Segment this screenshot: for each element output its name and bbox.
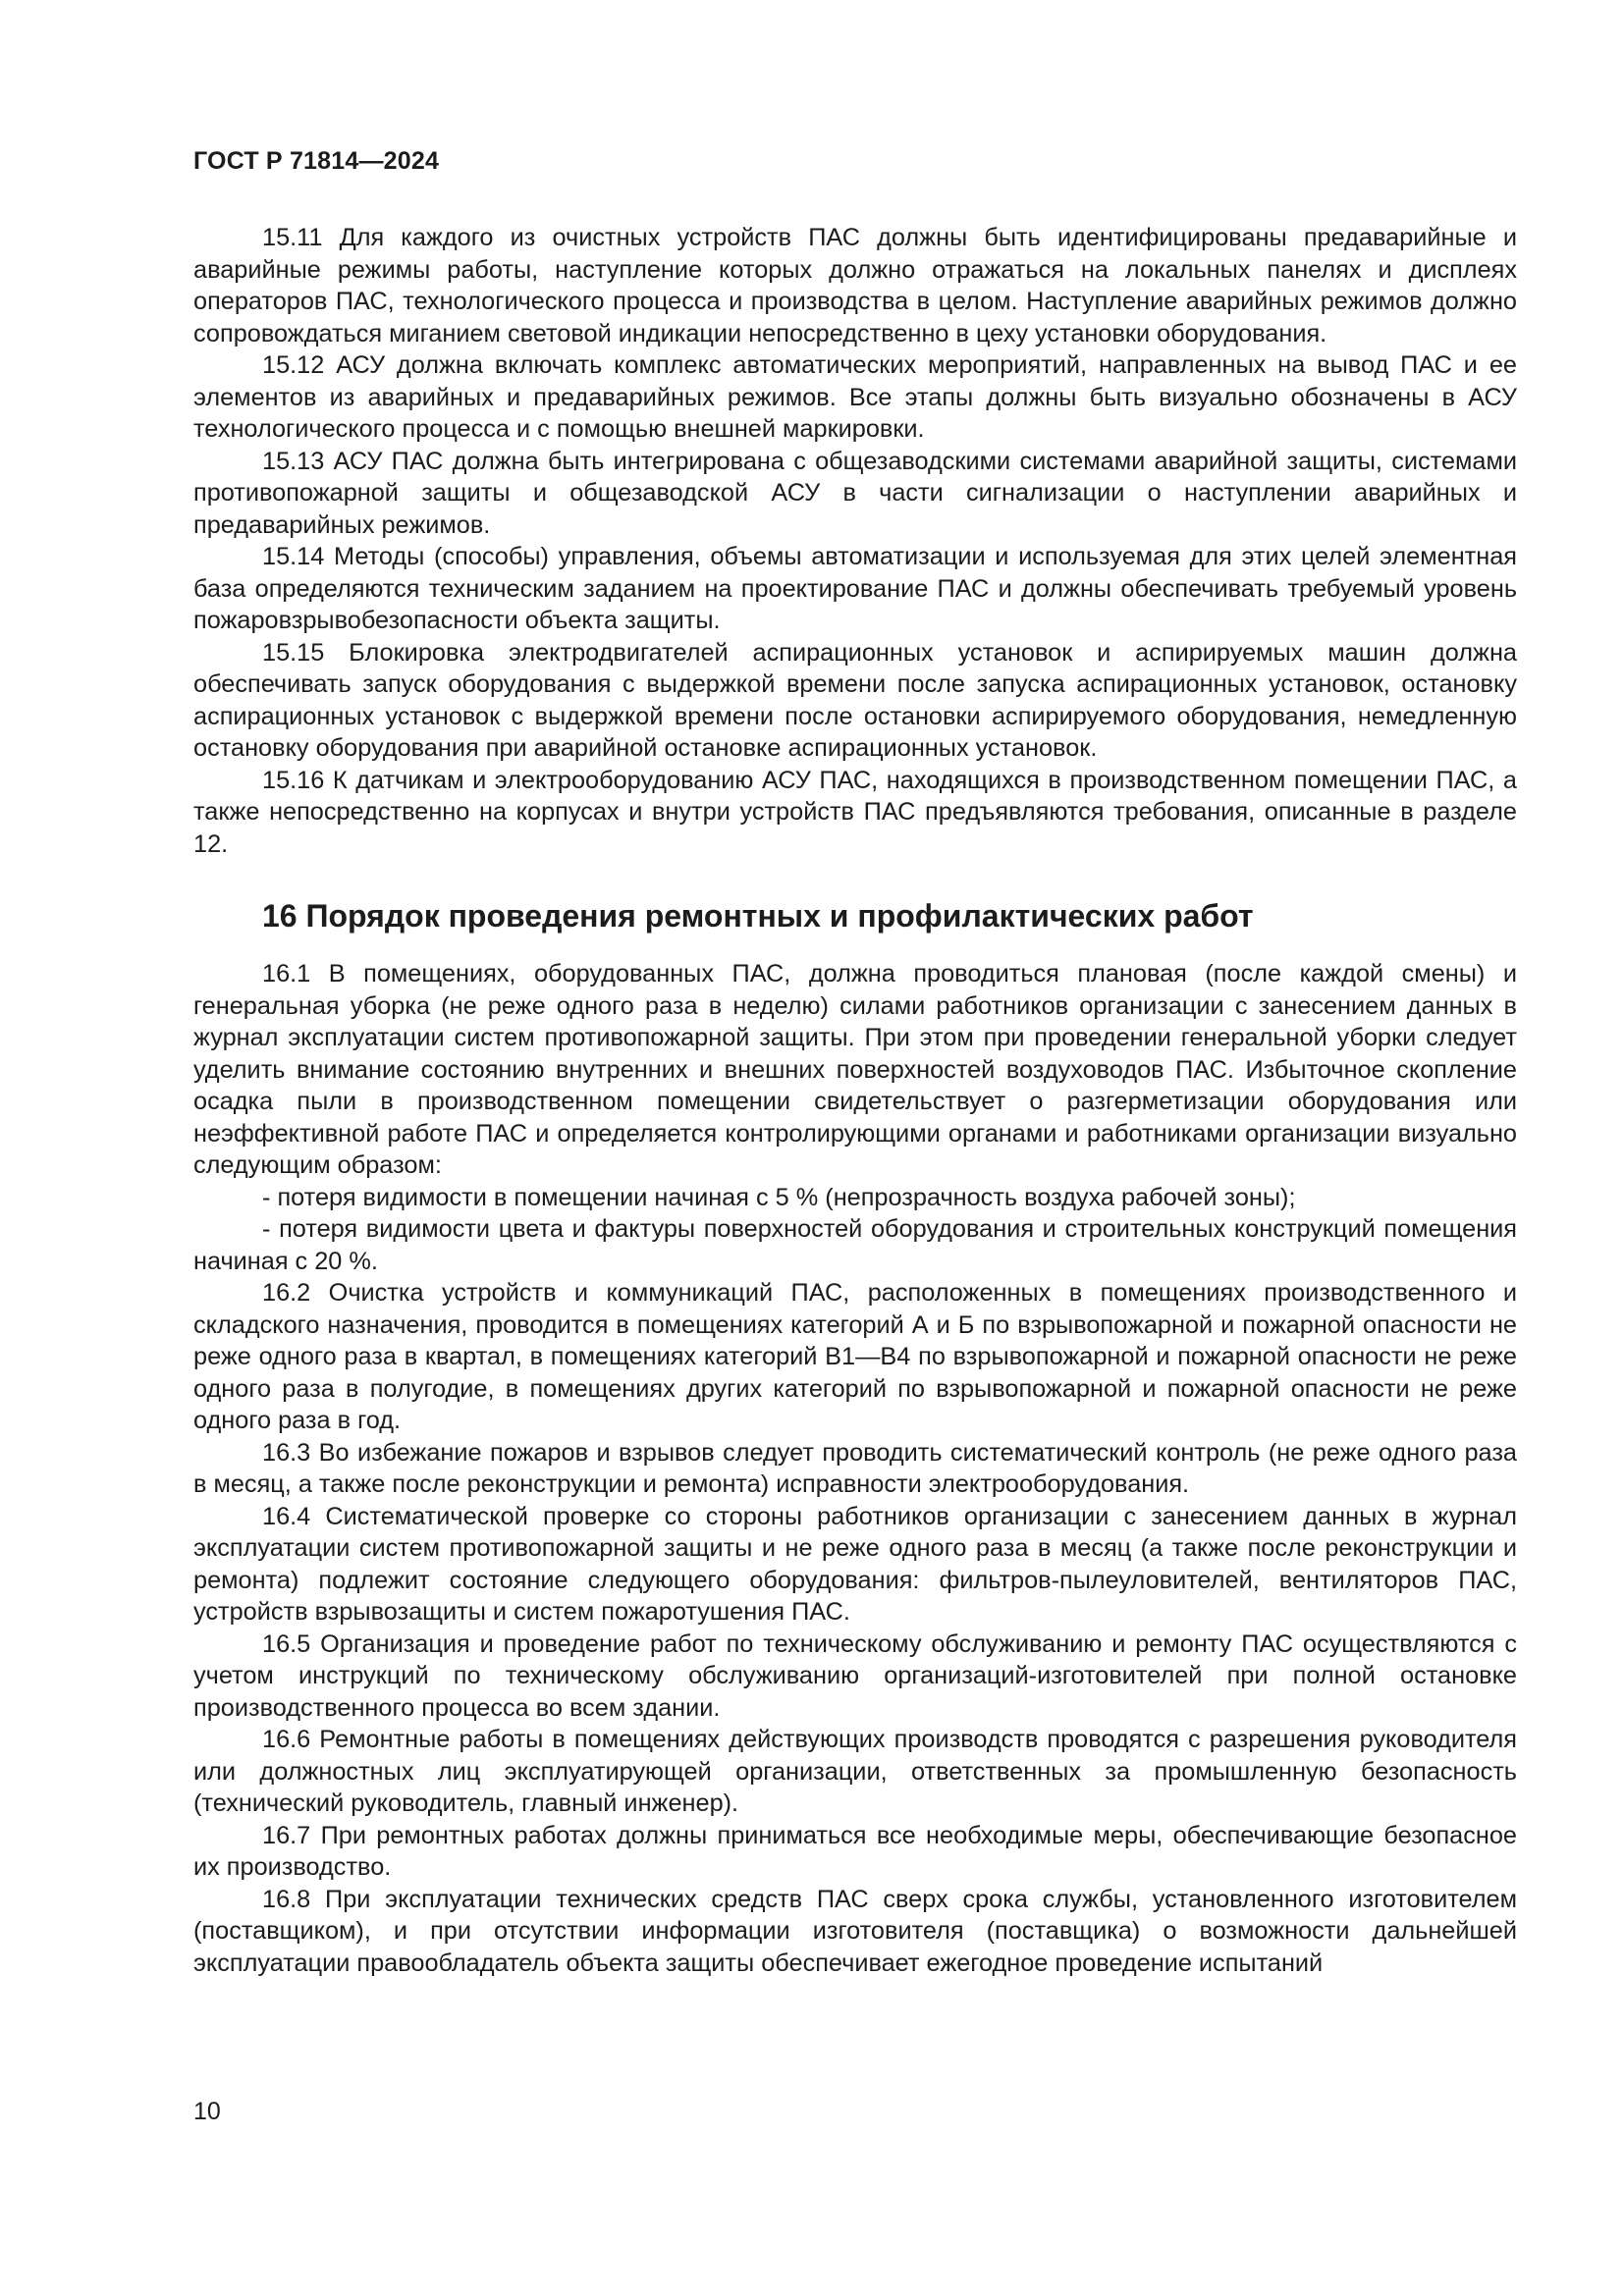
paragraph-16-7: 16.7 При ремонтных работах должны приниматься все необходимые меры, обеспечивающие безопасное их производство.	[193, 1821, 1517, 1881]
paragraph-16-2: 16.2 Очистка устройств и коммуникаций ПАС, расположенных в помещениях производственного и складского назначения, проводится в помещениях категорий А и Б по взрывопожарной и пожарной опасности не реже одного раза в квартал, в помещениях категорий В1—В4 по взрывопожарной и пожарной опасности не реже одного раза в полугодие, в помещениях других категорий по взрывопожарной и пожарной опасности не реже одного раза в год.	[193, 1279, 1517, 1434]
paragraph-15-15: 15.15 Блокировка электродвигателей аспирационных установок и аспирируемых машин должна обеспечивать запуск оборудования с выдержкой времени после запуска аспирационных установок, остановку аспирационных установок с выдержкой времени после остановки аспирируемого оборудования, немедленную остановку оборудования при аварийной остановке аспирационных установок.	[193, 638, 1517, 762]
list-item-visibility-5: - потеря видимости в помещении начиная с 5 % (непрозрачность воздуха рабочей зоны);	[262, 1183, 1296, 1211]
paragraph-16-4: 16.4 Систематической проверке со стороны работников организации с занесением данных в журнал эксплуатации систем противопожарной защиты и не реже одного раза в месяц (а также после реконструкции и ремонта) подлежит состояние следующего оборудования: фильтров-пылеуловителей, вентиляторов ПАС, устройств взрывозащиты и систем пожаротушения ПАС.	[193, 1502, 1517, 1626]
paragraph-15-12: 15.12 АСУ должна включать комплекс автоматических мероприятий, направленных на вывод ПАС и ее элементов из аварийных и предаварийных режимов. Все этапы должны быть визуально обозначены в АСУ технологического процесса и с помощью внешней маркировки.	[193, 351, 1517, 443]
paragraph-15-16: 15.16 К датчикам и электрооборудованию АСУ ПАС, находящихся в производственном помещении ПАС, а также непосредственно на корпусах и внутри устройств ПАС предъявляются требования, описанные в разделе 12.	[193, 766, 1517, 858]
paragraph-16-8: 16.8 При эксплуатации технических средств ПАС сверх срока службы, установленного изготовителем (поставщиком), и при отсутствии информации изготовителя (поставщика) о возможности дальнейшей эксплуатации правообладатель объекта защиты обеспечивает ежегодное проведение испытаний	[193, 1885, 1517, 1977]
document-header: ГОСТ Р 71814—2024	[193, 147, 440, 175]
paragraph-16-5: 16.5 Организация и проведение работ по техническому обслуживанию и ремонту ПАС осуществляются с учетом инструкций по техническому обслуживанию организаций-изготовителей при полной остановке производственного процесса во всем здании.	[193, 1629, 1517, 1722]
section-16-title: 16 Порядок проведения ремонтных и профилактических работ	[262, 898, 1254, 934]
paragraph-15-11: 15.11 Для каждого из очистных устройств ПАС должны быть идентифицированы предаварийные и аварийные режимы работы, наступление которых должно отражаться на локальных панелях и дисплеях операторов ПАС, технологического процесса и производства в целом. Наступление аварийных режимов должно сопровождаться миганием световой индикации непосредственно в цеху установки оборудования.	[193, 224, 1517, 347]
paragraph-15-13: 15.13 АСУ ПАС должна быть интегрирована с общезаводскими системами аварийной защиты, системами противопожарной защиты и общезаводской АСУ в части сигнализации о наступлении аварийных и предаварийных режимов.	[193, 447, 1517, 539]
paragraph-16-3: 16.3 Во избежание пожаров и взрывов следует проводить систематический контроль (не реже одного раза в месяц, а также после реконструкции и ремонта) исправности электрооборудования.	[193, 1438, 1517, 1498]
page-number: 10	[193, 2098, 221, 2125]
document-body	[193, 222, 1517, 1979]
paragraph-16-1: 16.1 В помещениях, оборудованных ПАС, должна проводиться плановая (после каждой смены) и генеральная уборка (не реже одного раза в неделю) силами работников организации с занесением данных в журнал эксплуатации систем противопожарной защиты. При этом при проведении генеральной уборки следует уделить внимание состоянию внутренних и внешних поверхностей воздуховодов ПАС. Избыточное скопление осадка пыли в производственном помещении свидетельствует о разгерметизации оборудования или неэффективной работе ПАС и определяется контролирующими органами и работниками организации визуально следующим образом:	[193, 960, 1517, 1179]
list-item-visibility-20: - потеря видимости цвета и фактуры поверхностей оборудования и строительных конструкций помещения начиная с 20 %.	[193, 1215, 1517, 1275]
paragraph-15-14: 15.14 Методы (способы) управления, объемы автоматизации и используемая для этих целей элементная база определяются техническим заданием на проектирование ПАС и должны обеспечивать требуемый уровень пожаровзрывобезопасности объекта защиты.	[193, 543, 1517, 634]
paragraph-16-6: 16.6 Ремонтные работы в помещениях действующих производств проводятся с разрешения руководителя или должностных лиц эксплуатирующей организации, ответственных за промышленную безопасность (технический руководитель, главный инженер).	[193, 1726, 1517, 1817]
